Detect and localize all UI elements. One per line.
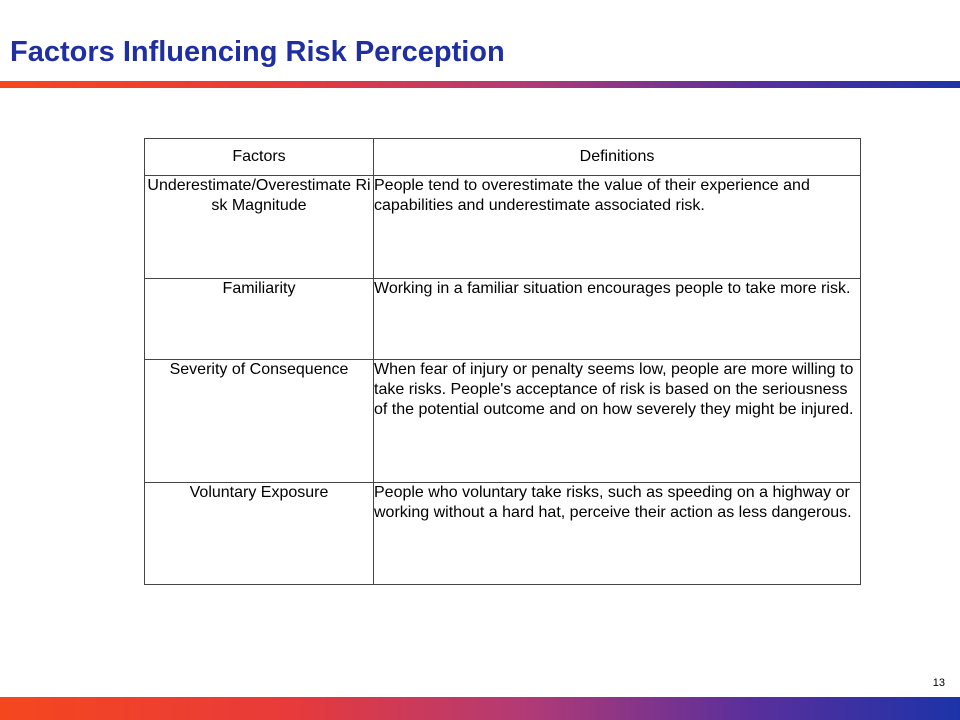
definition-cell: People who voluntary take risks, such as speeding on a highway or working without a hard hat, perceive their action as less dangerous.: [374, 482, 861, 584]
title-gradient-rule: [0, 81, 960, 88]
table-header-row: [145, 139, 861, 176]
header-definitions: Definitions: [374, 139, 861, 176]
definition-cell: People tend to overestimate the value of their experience and capabilities and underestimate associated risk.: [374, 176, 861, 278]
table-row: [145, 176, 861, 278]
factor-cell: Severity of Consequence: [145, 360, 374, 482]
slide-title: Factors Influencing Risk Perception: [10, 36, 505, 68]
footer-gradient-bar: [0, 697, 960, 720]
factor-cell: Voluntary Exposure: [145, 482, 374, 584]
page-number: 13: [932, 677, 945, 689]
table-row: [145, 482, 861, 584]
definition-cell: Working in a familiar situation encourages people to take more risk.: [374, 278, 861, 360]
table-row: [145, 278, 861, 360]
factor-cell: Familiarity: [145, 278, 374, 360]
definition-cell: When fear of injury or penalty seems low, people are more willing to take risks. People's acceptance of risk is based on the seriousness of the potential outcome and on how severely they might be injured.: [374, 360, 861, 482]
table-row: [145, 360, 861, 482]
factor-cell: Underestimate/Overestimate Risk Magnitude: [145, 176, 374, 278]
factors-table: [144, 138, 861, 585]
factors-table-container: [144, 138, 860, 585]
header-factors: Factors: [145, 139, 374, 176]
